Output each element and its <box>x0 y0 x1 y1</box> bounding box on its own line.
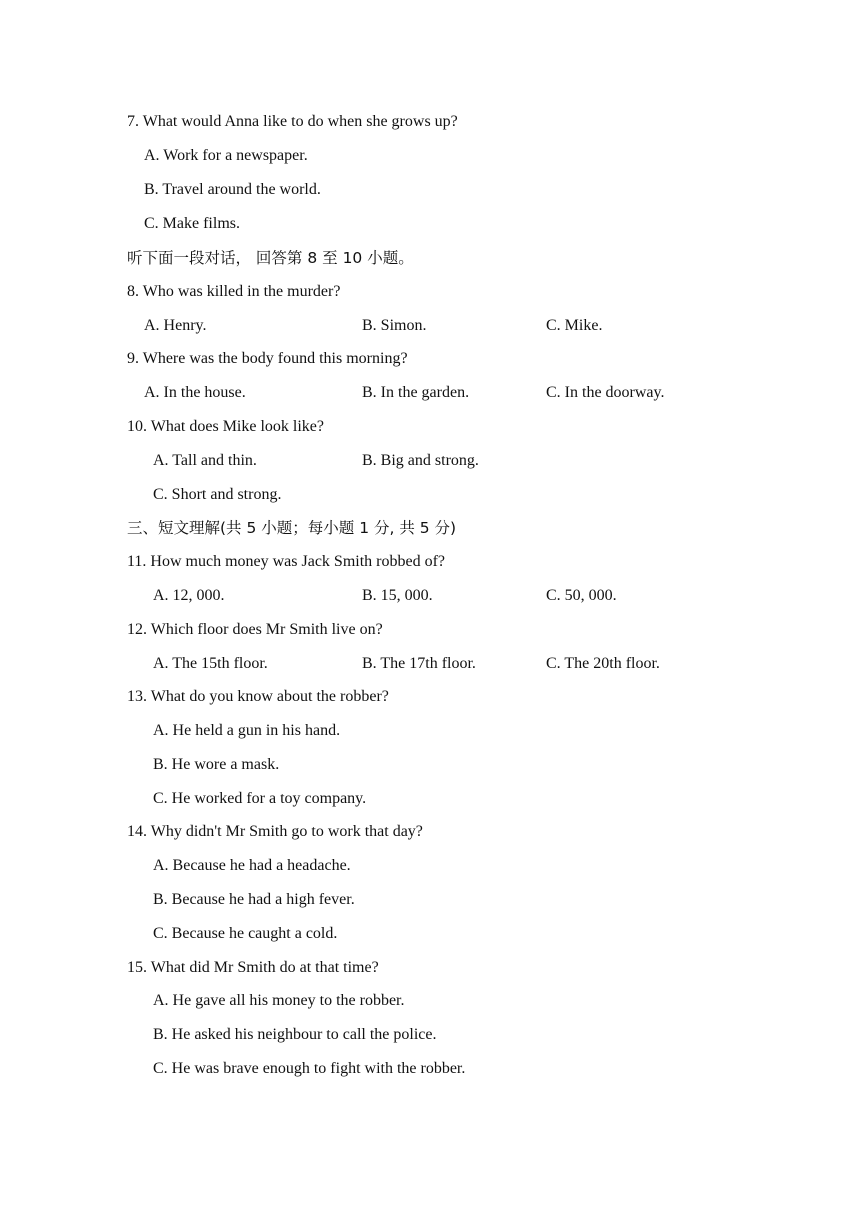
q11-option-a: A. 12, 000. <box>153 587 225 604</box>
q14-option-a: A. Because he had a headache. <box>153 857 351 874</box>
q8-option-b: B. Simon. <box>362 317 427 334</box>
q12-option-c: C. The 20th floor. <box>546 655 660 672</box>
q7-option-b: B. Travel around the world. <box>144 181 321 198</box>
q11-option-c: C. 50, 000. <box>546 587 617 604</box>
q13-option-a: A. He held a gun in his hand. <box>153 722 341 739</box>
q11-option-b: B. 15, 000. <box>362 587 433 604</box>
q12-option-a: A. The 15th floor. <box>153 655 268 672</box>
q13-option-c: C. He worked for a toy company. <box>153 790 367 807</box>
q9-option-c: C. In the doorway. <box>546 384 665 401</box>
q13-option-b: B. He wore a mask. <box>153 756 280 773</box>
question-14: 14. Why didn't Mr Smith go to work that day? <box>127 823 423 840</box>
q7-option-a: A. Work for a newspaper. <box>144 147 308 164</box>
question-9: 9. Where was the body found this morning? <box>127 350 408 367</box>
q8-option-c: C. Mike. <box>546 317 603 334</box>
question-12: 12. Which floor does Mr Smith live on? <box>127 621 383 638</box>
q8-option-a: A. Henry. <box>144 317 207 334</box>
q10-option-a: A. Tall and thin. <box>153 452 257 469</box>
q14-option-c: C. Because he caught a cold. <box>153 925 338 942</box>
section-3-heading: 三、短文理解(共 5 小题；每小题 1 分, 共 5 分) <box>127 519 457 537</box>
q15-option-a: A. He gave all his money to the robber. <box>153 992 405 1009</box>
q9-option-a: A. In the house. <box>144 384 246 401</box>
question-15: 15. What did Mr Smith do at that time? <box>127 959 379 976</box>
q10-option-b: B. Big and strong. <box>362 452 479 469</box>
q15-option-c: C. He was brave enough to fight with the robber. <box>153 1060 466 1077</box>
q7-option-c: C. Make films. <box>144 215 240 232</box>
question-11: 11. How much money was Jack Smith robbed of? <box>127 553 446 570</box>
q9-option-b: B. In the garden. <box>362 384 470 401</box>
dialogue-instruction: 听下面一段对话， 回答第 8 至 10 小题。 <box>127 249 414 267</box>
q14-option-b: B. Because he had a high fever. <box>153 891 355 908</box>
q15-option-b: B. He asked his neighbour to call the police. <box>153 1026 437 1043</box>
q12-option-b: B. The 17th floor. <box>362 655 476 672</box>
question-7: 7. What would Anna like to do when she grows up? <box>127 113 458 130</box>
question-10: 10. What does Mike look like? <box>127 418 324 435</box>
q10-option-c: C. Short and strong. <box>153 486 282 503</box>
question-8: 8. Who was killed in the murder? <box>127 283 341 300</box>
question-13: 13. What do you know about the robber? <box>127 688 389 705</box>
